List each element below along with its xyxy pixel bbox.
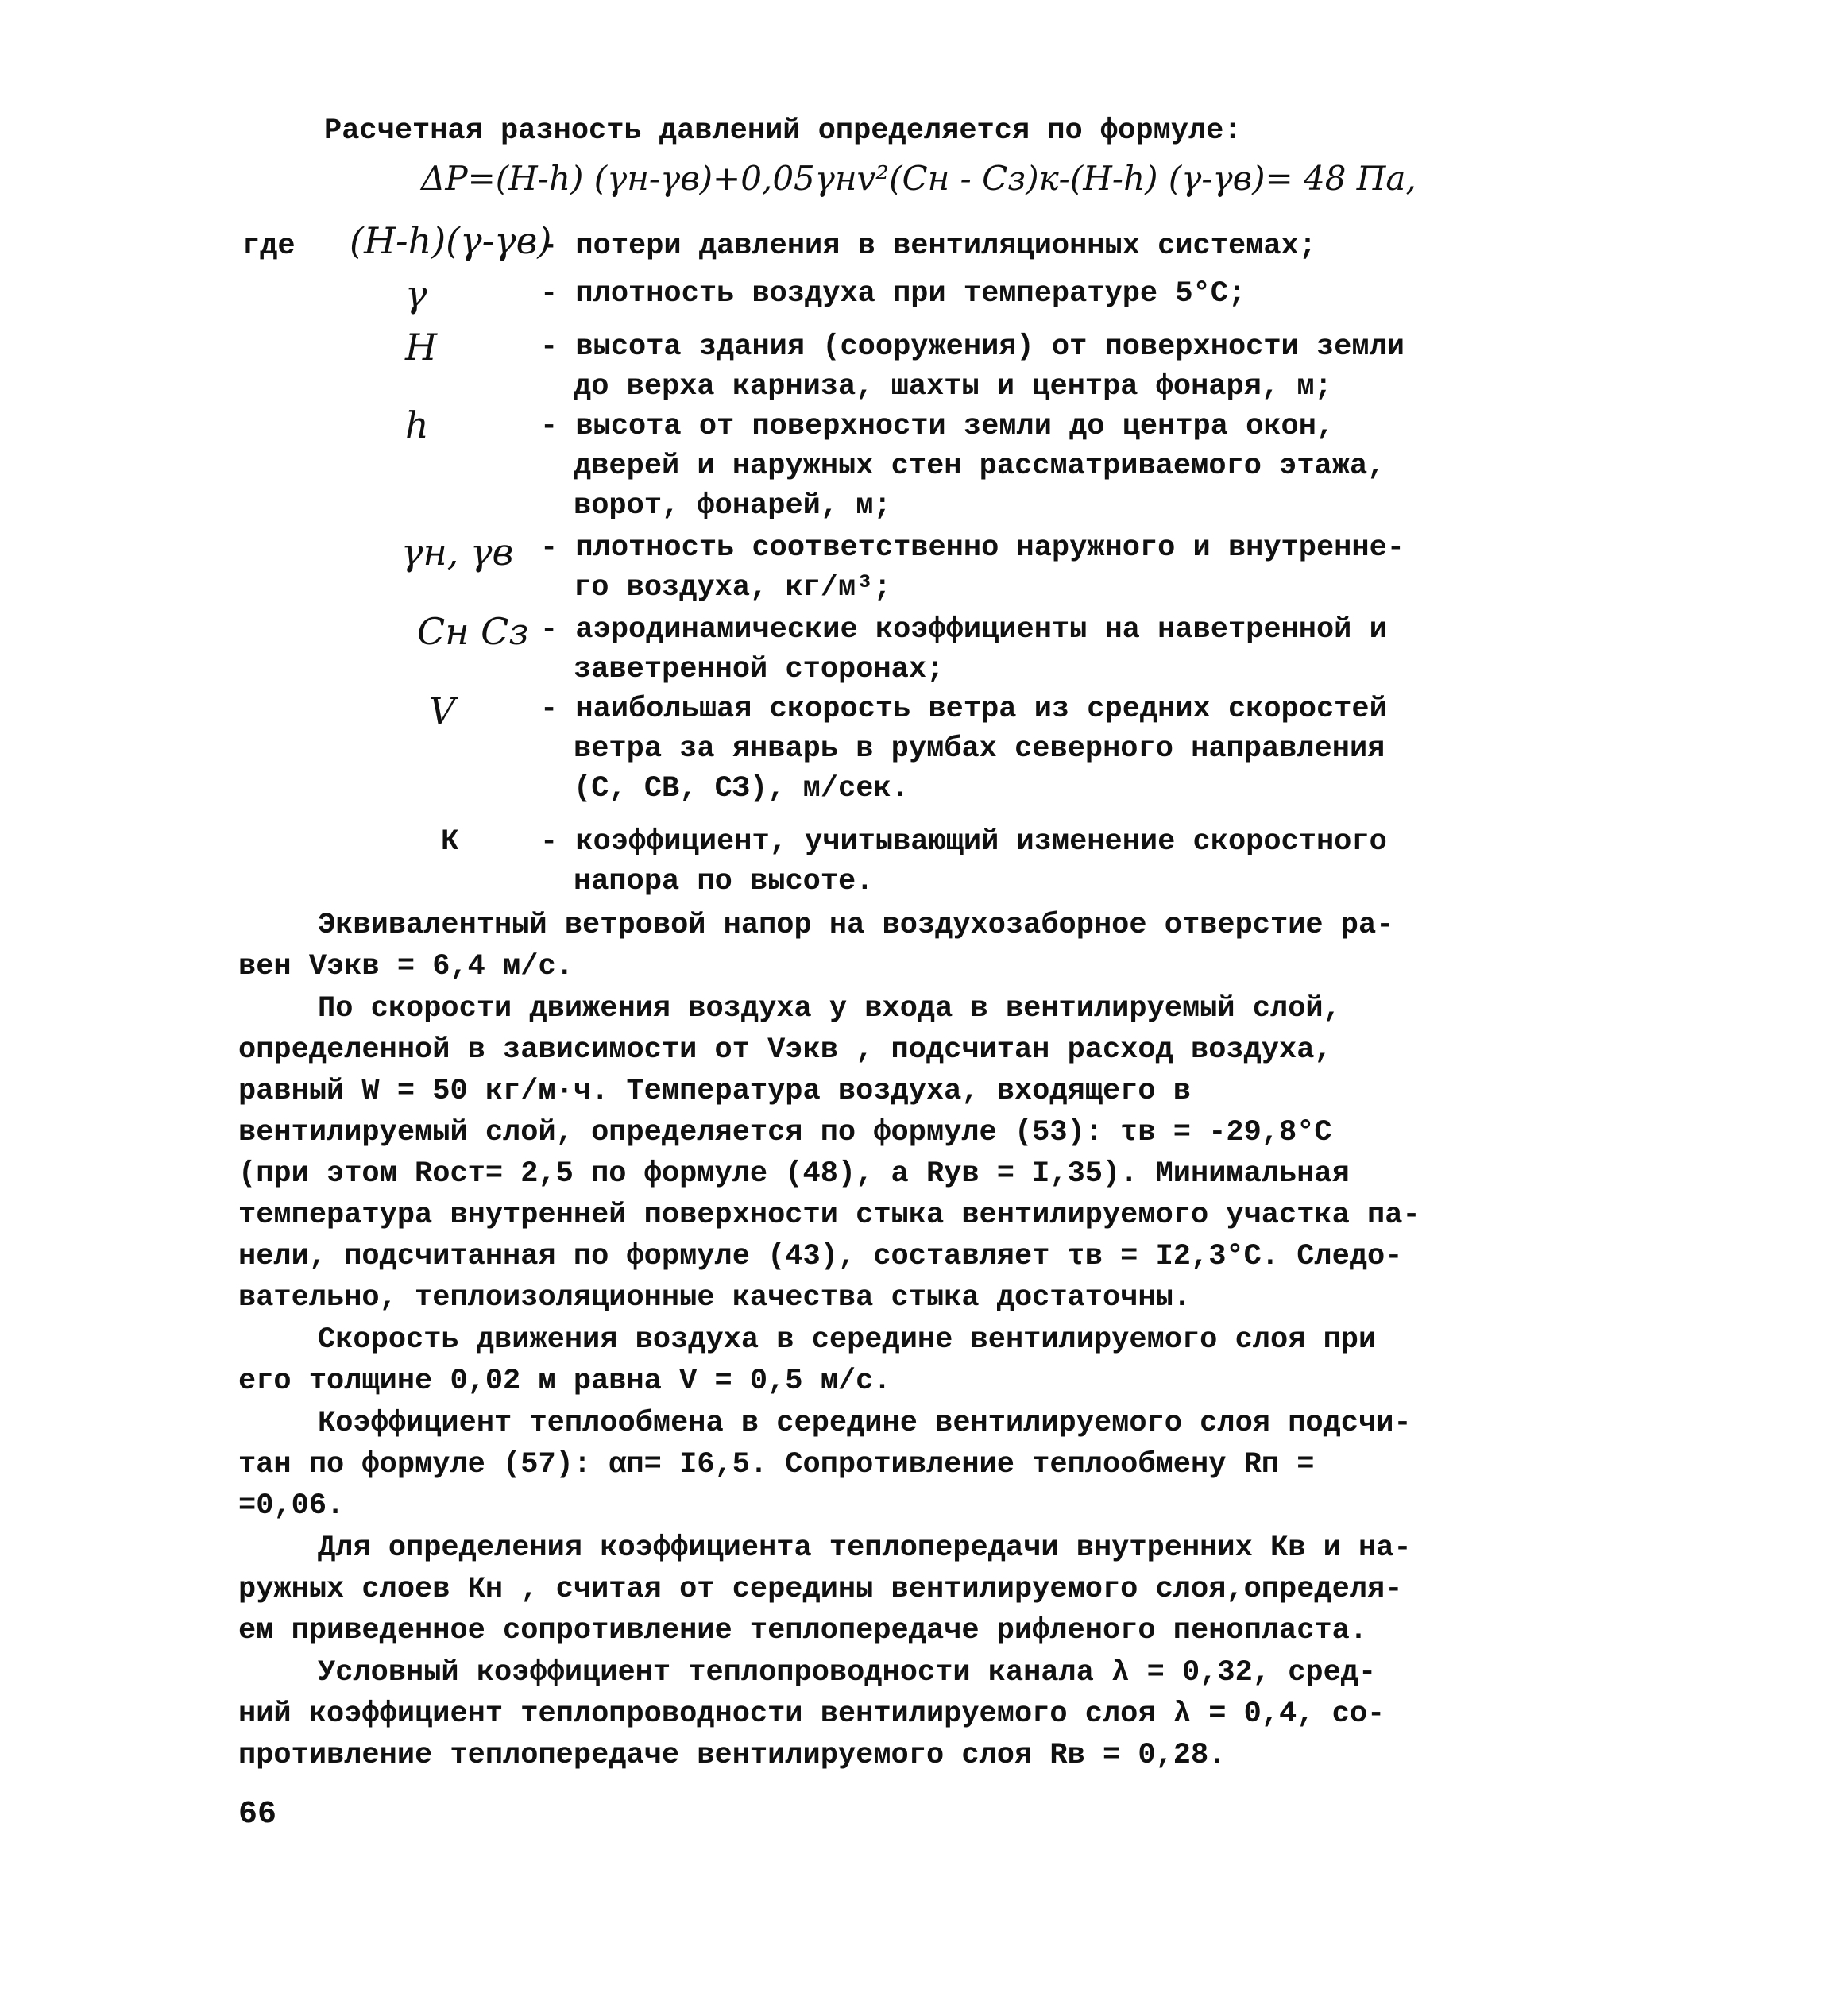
para-1-line-2: равный W = 50 кг/м·ч. Температура воздуха, входящего в [238, 1075, 1191, 1108]
def-symbol-0: (H-h)(γ-γв) [350, 219, 552, 262]
para-4-line-2: ем приведенное сопротивление теплопередаче рифленого пенопласта. [238, 1614, 1368, 1647]
def-text-1-0: - плотность воздуха при температуре 5°С; [540, 277, 1246, 311]
def-text-6-2: (С, СВ, СЗ), м/сек. [574, 772, 909, 805]
para-0-line-0: Эквивалентный ветровой напор на воздухозаборное отверстие ра- [318, 909, 1394, 942]
intro-text: Расчетная разность давлений определяется по формуле: [324, 114, 1242, 148]
def-symbol-2: H [405, 326, 438, 369]
para-1-line-4: (при этом Rост= 2,5 по формуле (48), а Rув = I,35). Минимальная [238, 1157, 1350, 1191]
def-text-2-1: до верха карниза, шахты и центра фонаря, м; [574, 370, 1332, 404]
def-text-6-0: - наибольшая скорость ветра из средних скоростей [540, 693, 1387, 726]
def-text-3-0: - высота от поверхности земли до центра окон, [540, 410, 1335, 443]
page-number: 66 [238, 1797, 277, 1833]
para-3-line-1: тан по формуле (57): αп= I6,5. Сопротивление теплообмену Rп = [238, 1448, 1315, 1481]
para-1-line-1: определенной в зависимости от Vэкв , подсчитан расход воздуха, [238, 1033, 1332, 1067]
def-text-7-1: напора по высоте. [574, 865, 874, 898]
def-symbol-3: h [405, 404, 429, 446]
para-3-line-0: Коэффициент теплообмена в середине вентилируемого слоя подсчи- [318, 1407, 1412, 1440]
where-label: где [242, 230, 296, 263]
para-0-line-1: вен Vэкв = 6,4 м/с. [238, 950, 574, 983]
def-symbol-4: γн, γв [401, 531, 514, 574]
def-text-4-0: - плотность соответственно наружного и внутренне- [540, 531, 1405, 565]
def-text-2-0: - высота здания (сооружения) от поверхности земли [540, 330, 1405, 364]
para-1-line-3: вентилируемый слой, определяется по формуле (53): τв = -29,8°С [238, 1116, 1332, 1149]
def-text-5-1: заветренной сторонах; [574, 653, 945, 686]
def-text-5-0: - аэродинамические коэффициенты на наветренной и [540, 613, 1387, 647]
def-text-4-1: го воздуха, кг/м³; [574, 571, 891, 604]
para-1-line-6: нели, подсчитанная по формуле (43), составляет τв = I2,3°С. Следо- [238, 1240, 1403, 1273]
para-4-line-1: ружных слоев Кн , считая от середины вентилируемого слоя,определя- [238, 1573, 1403, 1606]
def-text-3-2: ворот, фонарей, м; [574, 489, 891, 523]
def-symbol-1: γ [405, 272, 427, 315]
para-2-line-1: его толщине 0,02 м равна V = 0,5 м/с. [238, 1365, 891, 1398]
para-5-line-1: ний коэффициент теплопроводности вентилируемого слоя λ = 0,4, со- [238, 1697, 1385, 1731]
para-1-line-0: По скорости движения воздуха у входа в вентилируемый слой, [318, 992, 1341, 1025]
para-2-line-0: Скорость движения воздуха в середине вентилируемого слоя при [318, 1323, 1377, 1357]
para-5-line-2: противление теплопередаче вентилируемого слоя Rв = 0,28. [238, 1739, 1227, 1772]
def-symbol-5: Cн Cз [417, 610, 529, 653]
def-text-3-1: дверей и наружных стен рассматриваемого этажа, [574, 450, 1385, 483]
para-5-line-0: Условный коэффициент теплопроводности канала λ = 0,32, сред- [318, 1656, 1377, 1690]
def-text-0-0: - потери давления в вентиляционных системах; [540, 230, 1316, 263]
main-formula: ΔP=(H-h) (γн-γв)+0,05γнv²(Cн - Cз)к-(H-h) (γ-γв)= 48 Па, [421, 159, 1416, 198]
def-text-6-1: ветра за январь в румбах северного направления [574, 732, 1385, 766]
def-symbol-7: К [441, 825, 459, 859]
def-symbol-6: V [429, 689, 456, 732]
para-3-line-2: =0,06. [238, 1489, 345, 1523]
def-text-7-0: - коэффициент, учитывающий изменение скоростного [540, 825, 1387, 859]
para-1-line-7: вательно, теплоизоляционные качества стыка достаточны. [238, 1281, 1191, 1315]
para-4-line-0: Для определения коэффициента теплопередачи внутренних Кв и на- [318, 1531, 1412, 1565]
para-1-line-5: температура внутренней поверхности стыка вентилируемого участка па- [238, 1199, 1420, 1232]
